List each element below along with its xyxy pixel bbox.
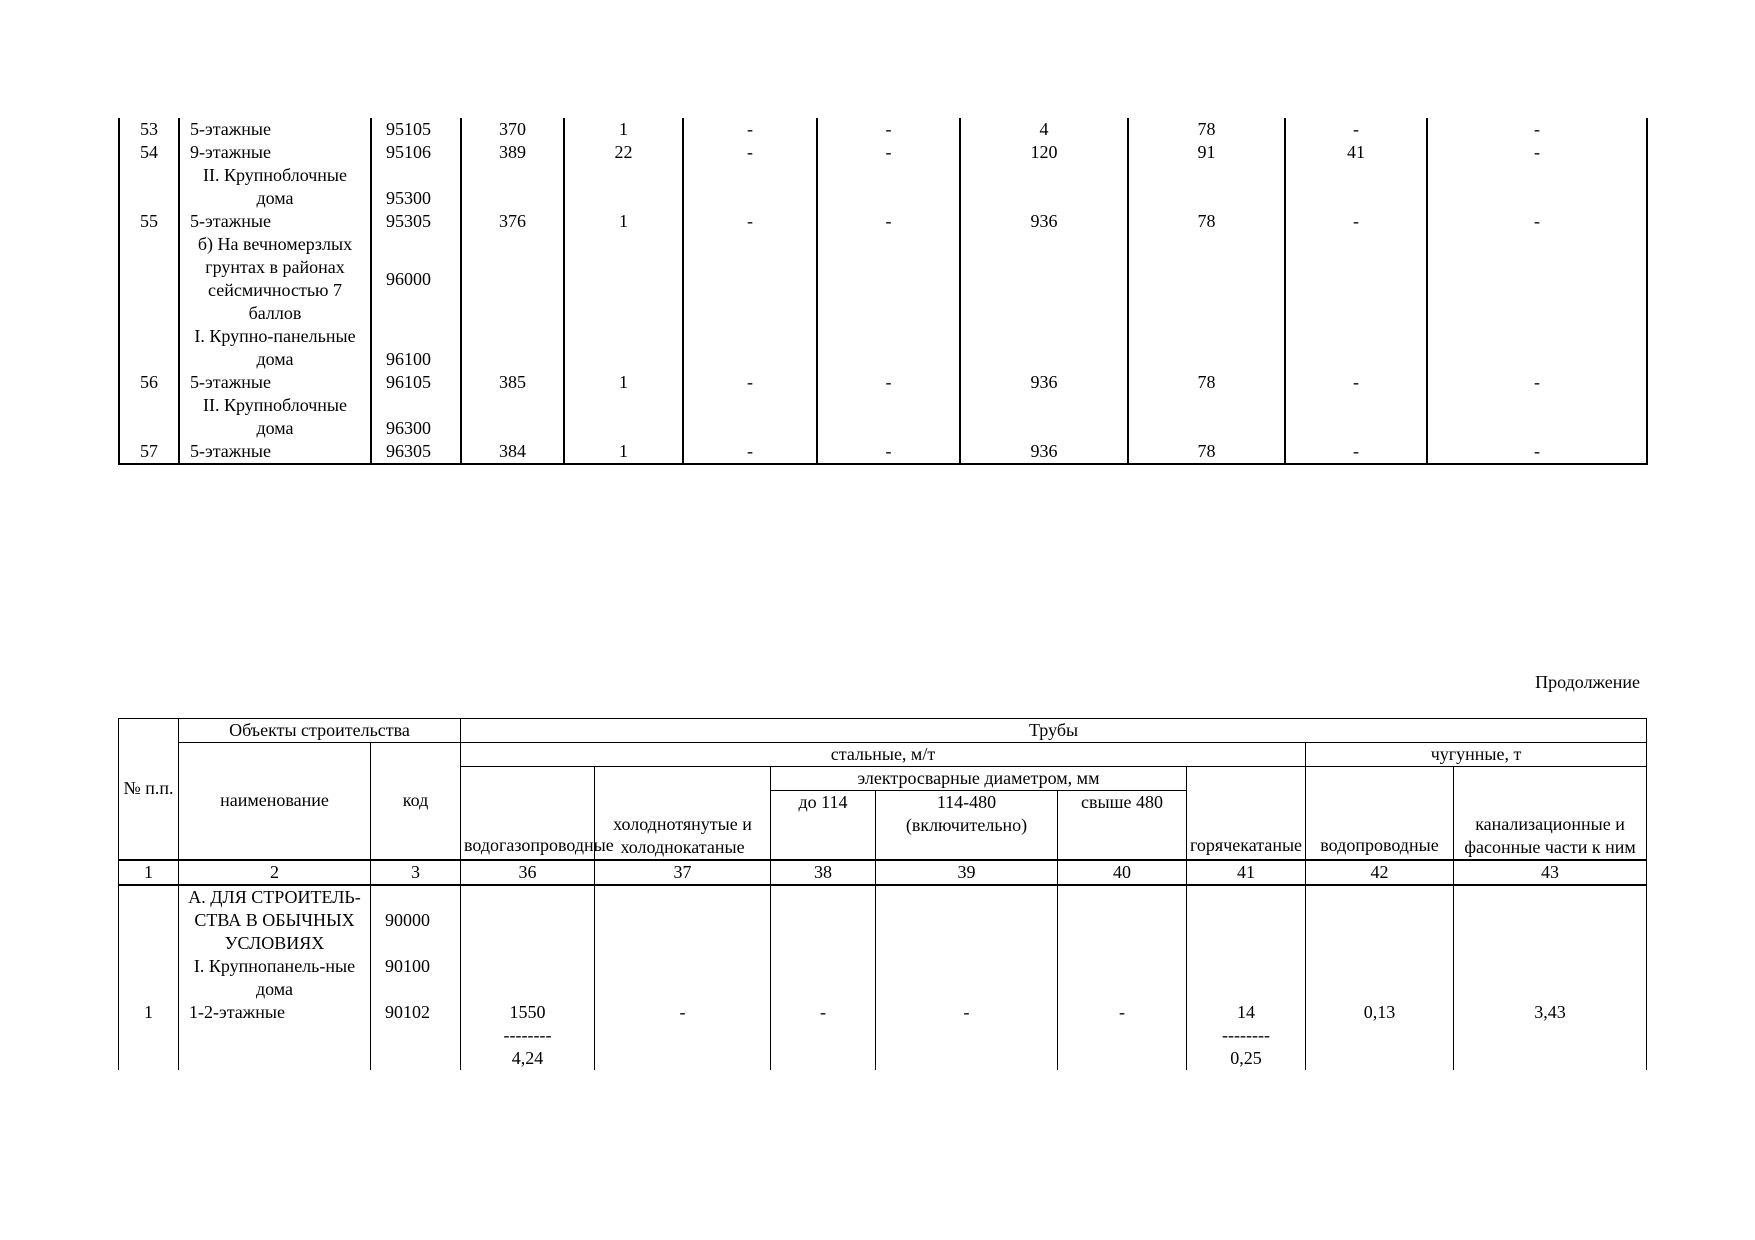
cell-value: - [1285, 440, 1427, 464]
cell-value: - [1427, 118, 1647, 141]
object-name: 1-2-этажные [179, 1001, 371, 1070]
object-code: 96100 [371, 325, 461, 371]
column-number: 38 [771, 860, 876, 885]
object-name: 9-этажные [179, 141, 371, 164]
table-row [119, 164, 1647, 210]
table-row [119, 210, 1647, 233]
column-number: 41 [1187, 860, 1306, 885]
object-code: 96105 [371, 371, 461, 394]
steel-header: стальные, м/т [461, 743, 1306, 767]
cell-value: - [683, 118, 817, 141]
water-gas-cell [461, 1001, 595, 1070]
cell-value: - [817, 210, 960, 233]
cell-value: - [1427, 440, 1647, 464]
row-number: 53 [119, 118, 179, 141]
row-number: 54 [119, 141, 179, 164]
code-header: код [371, 743, 461, 860]
table-row [119, 955, 1647, 1001]
cell-value: 78 [1128, 118, 1285, 141]
group-heading: II. Крупноблочные дома [179, 394, 371, 440]
cell-value: - [683, 210, 817, 233]
cell-value: 1 [564, 118, 683, 141]
name-header: наименование [179, 743, 371, 860]
table-row [119, 885, 1647, 955]
cell-value: 389 [461, 141, 564, 164]
cast-iron-header: чугунные, т [1306, 743, 1647, 767]
object-name: 5-этажные [179, 210, 371, 233]
continuation-label: Продолжение [1535, 672, 1640, 692]
cell-value: 1 [564, 371, 683, 394]
object-name: 5-этажные [179, 440, 371, 464]
table-row [119, 394, 1647, 440]
object-name: 5-этажные [179, 371, 371, 394]
cell-value: - [876, 1001, 1058, 1070]
cell-value: 78 [1128, 210, 1285, 233]
cell-value: - [683, 371, 817, 394]
object-code: 95305 [371, 210, 461, 233]
d114-480-header: 114-480 (включительно) [876, 791, 1058, 860]
cell-value: - [1427, 371, 1647, 394]
object-code: 90000 [371, 885, 461, 955]
column-number: 1 [119, 860, 179, 885]
cell-value: - [771, 1001, 876, 1070]
objects-header: Объекты строительства [179, 719, 461, 743]
cell-value: 4 [960, 118, 1128, 141]
column-number: 2 [179, 860, 371, 885]
pipes-header: Трубы [461, 719, 1647, 743]
cell-value: - [1427, 210, 1647, 233]
group-heading: II. Крупноблочные дома [179, 164, 371, 210]
cell-value: 376 [461, 210, 564, 233]
cell-value: - [817, 440, 960, 464]
object-code: 95106 [371, 141, 461, 164]
row-number: 56 [119, 371, 179, 394]
section-heading: А. ДЛЯ СТРОИТЕЛЬ-СТВА В ОБЫЧНЫХ УСЛОВИЯХ [179, 885, 371, 955]
object-code: 90100 [371, 955, 461, 1001]
cell-value: - [683, 440, 817, 464]
cell-value: - [683, 141, 817, 164]
group-heading: I. Крупнопанель-ные дома [179, 955, 371, 1001]
row-number-header: № п.п. [119, 719, 179, 860]
object-code: 96300 [371, 394, 461, 440]
cell-value: 384 [461, 440, 564, 464]
cell-value: 78 [1128, 371, 1285, 394]
table-row [119, 371, 1647, 394]
table-row [119, 440, 1647, 464]
cell-value: 41 [1285, 141, 1427, 164]
hot-rolled-cell [1187, 1001, 1306, 1070]
header-row [119, 743, 1647, 767]
cell-value: 91 [1128, 141, 1285, 164]
column-number: 43 [1454, 860, 1647, 885]
cell-value: 936 [960, 210, 1128, 233]
cell-value: - [817, 141, 960, 164]
cell-value: 3,43 [1454, 1001, 1647, 1070]
object-code: 95300 [371, 164, 461, 210]
column-numbers-row [119, 860, 1647, 885]
column-number: 36 [461, 860, 595, 885]
cell-value: 0,13 [1306, 1001, 1454, 1070]
cell-value: 936 [960, 440, 1128, 464]
upto-114-header: до 114 [771, 791, 876, 860]
object-code: 96000 [371, 233, 461, 325]
fraction-separator: -------- [503, 1024, 552, 1045]
cold-drawn-header: холоднотянутые и холоднокатаные [595, 767, 771, 860]
section-heading: б) На вечномерзлых грунтах в районах сейсмичностью 7 баллов [179, 233, 371, 325]
cell-value: - [1285, 118, 1427, 141]
water-supply-header: водопроводные [1306, 767, 1454, 860]
water-gas-weight: 4,24 [511, 1047, 544, 1068]
object-code: 96305 [371, 440, 461, 464]
object-code: 90102 [371, 1001, 461, 1070]
cell-value: - [817, 118, 960, 141]
cell-value: - [1285, 210, 1427, 233]
table-row [119, 1001, 1647, 1070]
row-number: 57 [119, 440, 179, 464]
table-row [119, 233, 1647, 325]
cell-value: - [1427, 141, 1647, 164]
column-number: 3 [371, 860, 461, 885]
pipes-table [118, 718, 1647, 1070]
table-row [119, 325, 1647, 371]
electro-welded-header: электросварные диаметром, мм [771, 767, 1187, 791]
table-row [119, 118, 1647, 141]
table-row [119, 141, 1647, 164]
hot-rolled-header: горячекатаные [1187, 767, 1306, 860]
column-number: 39 [876, 860, 1058, 885]
column-number: 42 [1306, 860, 1454, 885]
row-number: 55 [119, 210, 179, 233]
object-code: 95105 [371, 118, 461, 141]
hot-rolled-weight: 0,25 [1230, 1047, 1262, 1068]
over-480-header: свыше 480 [1058, 791, 1187, 860]
cell-value: 1 [564, 210, 683, 233]
group-heading: I. Крупно-панельные дома [179, 325, 371, 371]
cell-value: - [595, 1001, 771, 1070]
fraction-separator: -------- [1222, 1024, 1270, 1045]
object-name: 5-этажные [179, 118, 371, 141]
cell-value: 370 [461, 118, 564, 141]
cell-value: 936 [960, 371, 1128, 394]
cell-value: - [1058, 1001, 1187, 1070]
water-gas-header: водогазопроводные [461, 767, 595, 860]
cell-value: - [817, 371, 960, 394]
column-number: 40 [1058, 860, 1187, 885]
cell-value: - [1285, 371, 1427, 394]
cell-value: 1 [564, 440, 683, 464]
column-number: 37 [595, 860, 771, 885]
top-table [118, 118, 1648, 465]
cell-value: 385 [461, 371, 564, 394]
sewer-header: канализационные и фасонные части к ним [1454, 767, 1647, 860]
water-gas-value: 1550 [509, 1001, 546, 1022]
hot-rolled-value: 14 [1237, 1001, 1255, 1022]
cell-value: 78 [1128, 440, 1285, 464]
cell-value: 120 [960, 141, 1128, 164]
header-row [119, 719, 1647, 743]
cell-value: 22 [564, 141, 683, 164]
row-number: 1 [119, 1001, 179, 1070]
